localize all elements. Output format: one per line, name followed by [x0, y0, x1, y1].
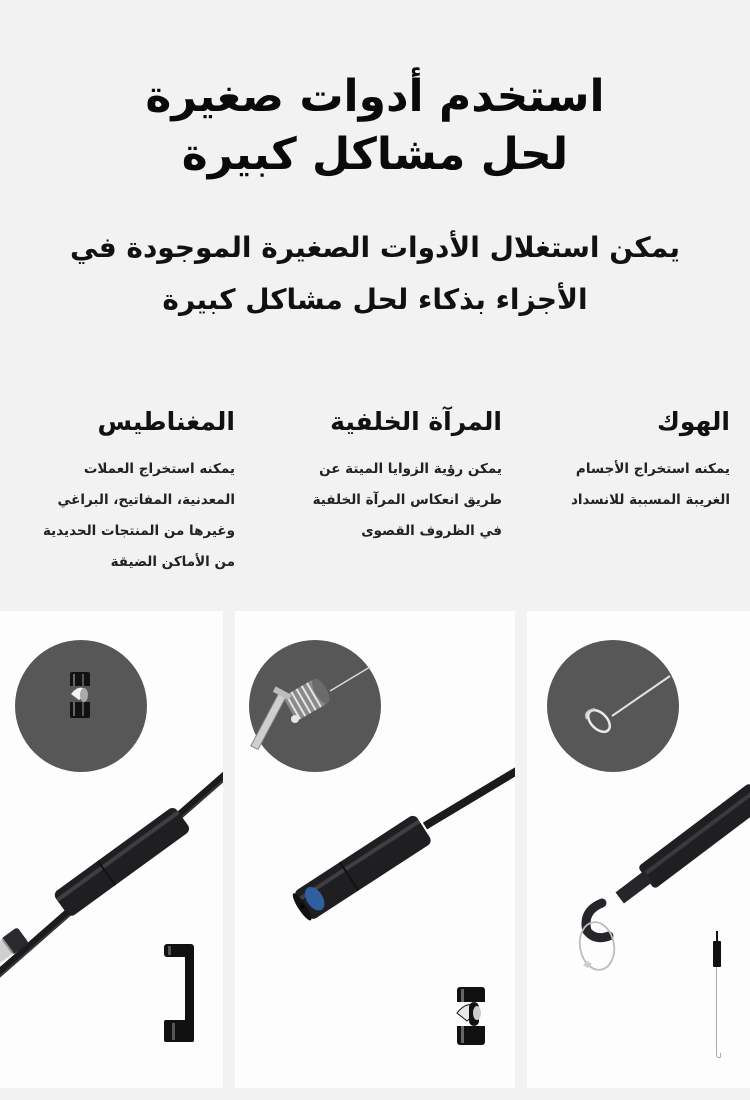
hook-icon — [527, 611, 750, 1088]
feature-description — [262, 454, 502, 547]
description-line: يمكنه استخراج الأجسام — [575, 461, 730, 477]
magnet-attachment-panel — [0, 611, 223, 1088]
magnet-icon — [0, 611, 223, 1088]
feature-magnet — [10, 400, 235, 578]
description-line: يمكنه استخراج العملات — [83, 461, 235, 477]
description-line: طريق انعكاس المرآة الخلفية — [312, 492, 502, 508]
feature-description — [530, 454, 730, 516]
description-line: وغيرها من المنتجات الحديدية — [42, 523, 235, 539]
page-subheading — [0, 222, 750, 326]
feature-rear-mirror — [262, 400, 502, 547]
description-line: المعدنية، المفاتيح، البراغي — [57, 492, 235, 508]
headline-line-2: لحل مشاكل كبيرة — [181, 129, 569, 180]
description-line: يمكن رؤية الزوايا الميتة عن — [319, 461, 502, 477]
description-line: في الظروف القصوى — [361, 523, 502, 539]
hook-attachment-panel — [527, 611, 750, 1088]
mirror-icon — [235, 611, 515, 1088]
page-headline — [0, 68, 750, 184]
feature-title: المرآة الخلفية — [330, 407, 502, 436]
mirror-attachment-panel — [235, 611, 515, 1088]
feature-hook — [530, 400, 730, 516]
description-line: من الأماكن الضيقة — [110, 554, 235, 570]
feature-title: الهوك — [656, 407, 730, 436]
subheading-line-2: الأجزاء بذكاء لحل مشاكل كبيرة — [162, 283, 588, 316]
description-line: الغريبة المسببة للانسداد — [570, 492, 730, 508]
headline-line-1: استخدم أدوات صغيرة — [145, 71, 605, 122]
feature-description — [10, 454, 235, 578]
feature-title: المغناطيس — [97, 407, 235, 436]
subheading-line-1: يمكن استغلال الأدوات الصغيرة الموجودة في — [70, 231, 680, 264]
